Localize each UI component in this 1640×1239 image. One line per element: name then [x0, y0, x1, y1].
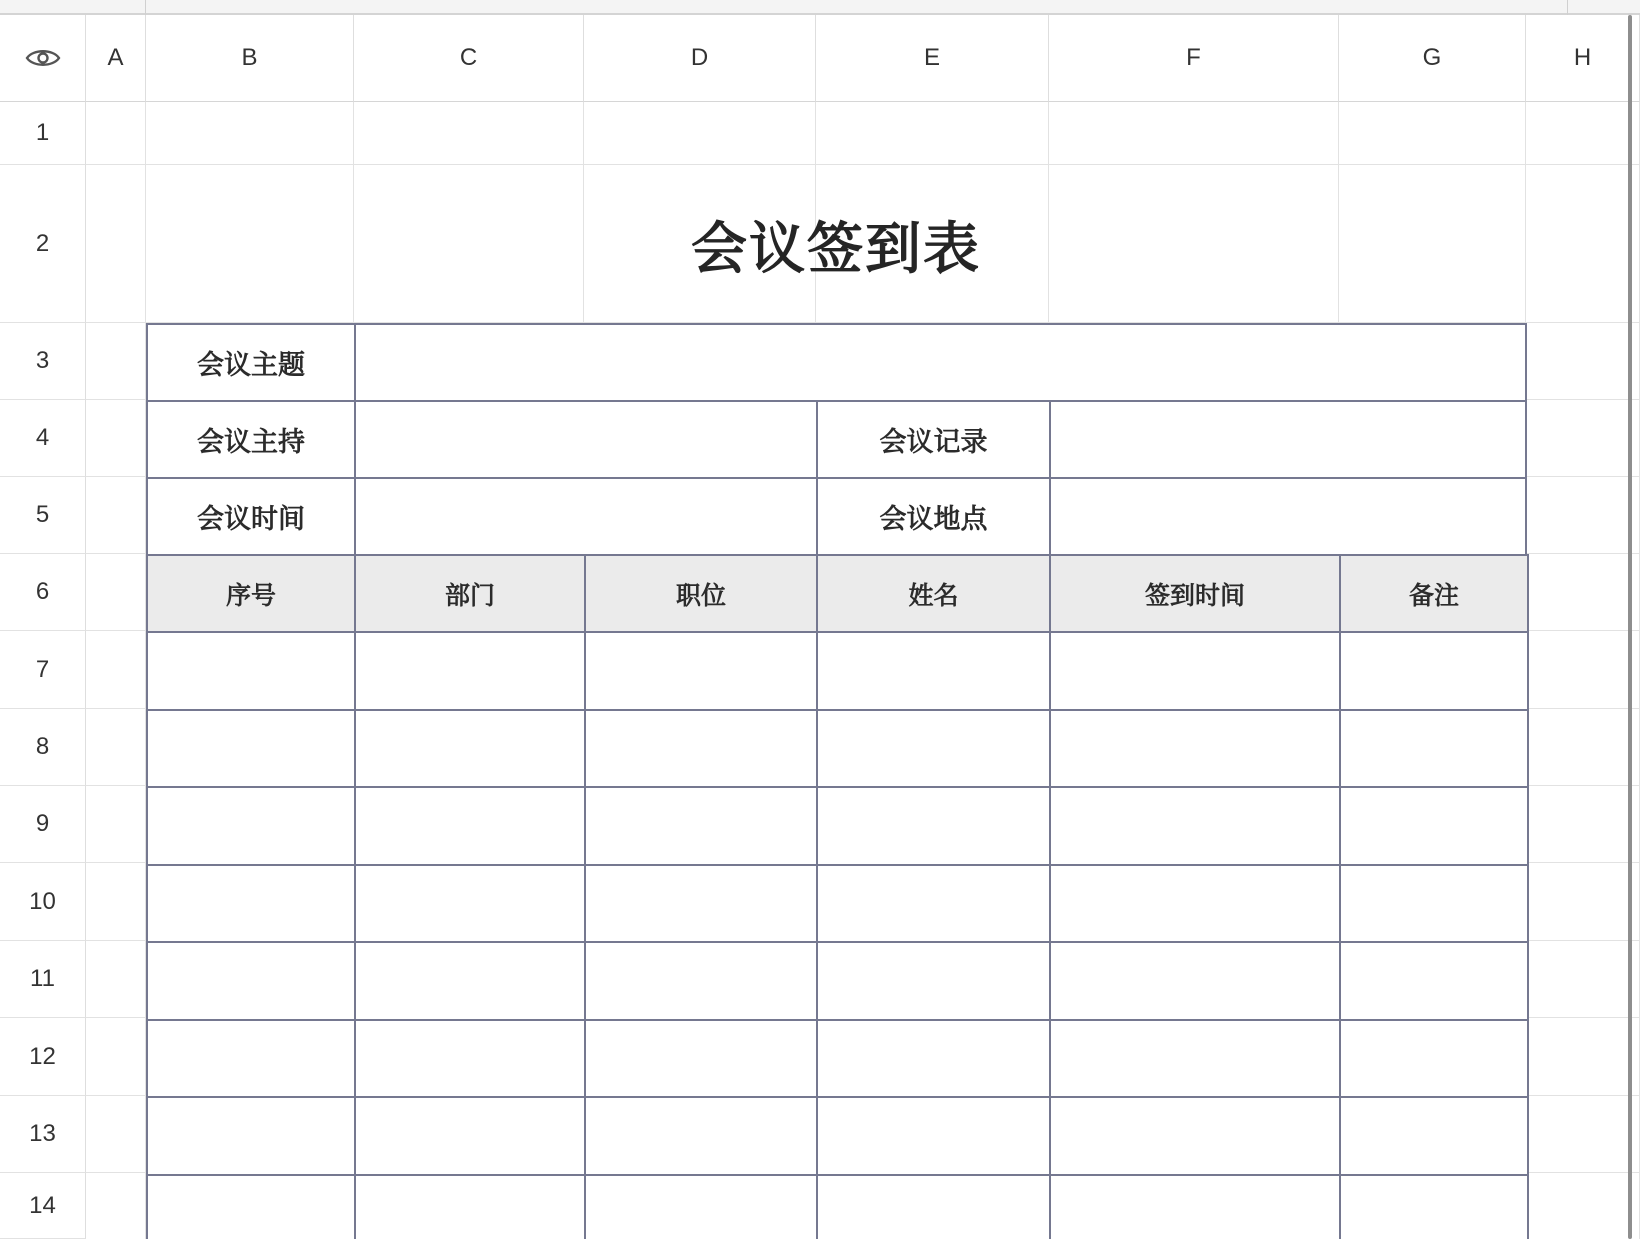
table-cell[interactable] [354, 941, 586, 1021]
table-cell[interactable] [146, 864, 356, 944]
table-cell[interactable] [584, 1019, 818, 1099]
table-cell[interactable] [146, 786, 356, 866]
name-box[interactable] [0, 0, 146, 15]
table-cell[interactable] [816, 1019, 1051, 1099]
table-cell[interactable] [146, 1174, 356, 1239]
table-cell[interactable] [146, 1096, 356, 1176]
row-header-11[interactable]: 11 [0, 941, 86, 1018]
table-cell[interactable] [1049, 1019, 1341, 1099]
table-cell[interactable] [816, 1174, 1051, 1239]
table-cell[interactable] [1339, 864, 1529, 944]
row-header-2[interactable]: 2 [0, 165, 86, 323]
table-cell[interactable] [1049, 631, 1341, 711]
row-header-7[interactable]: 7 [0, 631, 86, 709]
table-cell[interactable] [1339, 1174, 1529, 1239]
table-header-cell[interactable]: 序号 [146, 554, 356, 634]
value-topic[interactable] [354, 323, 1527, 402]
column-header-g[interactable]: G [1339, 15, 1526, 102]
table-cell[interactable] [816, 786, 1051, 866]
table-cell[interactable] [816, 709, 1051, 789]
row-header-13[interactable]: 13 [0, 1096, 86, 1173]
table-cell[interactable] [146, 941, 356, 1021]
vertical-scrollbar[interactable] [1628, 15, 1632, 1239]
table-cell[interactable] [816, 864, 1051, 944]
row-header-10[interactable]: 10 [0, 863, 86, 941]
table-cell[interactable] [816, 1096, 1051, 1176]
value-recorder[interactable] [1049, 400, 1527, 479]
column-header-d[interactable]: D [584, 15, 816, 102]
table-cell[interactable] [584, 709, 818, 789]
table-cell[interactable] [1339, 941, 1529, 1021]
row-header-5[interactable]: 5 [0, 477, 86, 554]
table-cell[interactable] [146, 1019, 356, 1099]
row-header-6[interactable]: 6 [0, 554, 86, 631]
table-cell[interactable] [1049, 864, 1341, 944]
table-cell[interactable] [816, 941, 1051, 1021]
table-cell[interactable] [816, 631, 1051, 711]
label-host[interactable]: 会议主持 [146, 400, 356, 479]
table-cell[interactable] [354, 1096, 586, 1176]
table-cell[interactable] [1049, 941, 1341, 1021]
table-cell[interactable] [584, 941, 818, 1021]
table-cell[interactable] [1339, 631, 1529, 711]
table-cell[interactable] [1339, 709, 1529, 789]
table-cell[interactable] [1339, 1096, 1529, 1176]
table-cell[interactable] [354, 864, 586, 944]
table-cell[interactable] [1049, 786, 1341, 866]
column-header-c[interactable]: C [354, 15, 584, 102]
table-cell[interactable] [354, 631, 586, 711]
table-cell[interactable] [584, 864, 818, 944]
label-time[interactable]: 会议时间 [146, 477, 356, 556]
table-cell[interactable] [146, 631, 356, 711]
row-header-9[interactable]: 9 [0, 786, 86, 863]
table-header-cell[interactable]: 姓名 [816, 554, 1051, 634]
formula-bar [0, 0, 1640, 15]
sheet-title[interactable]: 会议签到表 [691, 217, 981, 282]
table-cell[interactable] [146, 709, 356, 789]
eye-icon [25, 46, 61, 70]
row-header-14[interactable]: 14 [0, 1173, 86, 1239]
table-header-cell[interactable]: 备注 [1339, 554, 1529, 634]
table-cell[interactable] [1049, 1096, 1341, 1176]
gridline-horizontal [86, 164, 1640, 165]
label-location[interactable]: 会议地点 [816, 477, 1051, 556]
table-cell[interactable] [354, 786, 586, 866]
row-header-4[interactable]: 4 [0, 400, 86, 477]
table-cell[interactable] [584, 1174, 818, 1239]
formula-input[interactable] [145, 0, 1568, 15]
row-header-1[interactable]: 1 [0, 102, 86, 165]
table-cell[interactable] [584, 786, 818, 866]
value-location[interactable] [1049, 477, 1527, 556]
table-header-cell[interactable]: 职位 [584, 554, 818, 634]
table-header-cell[interactable]: 部门 [354, 554, 586, 634]
row-header-8[interactable]: 8 [0, 709, 86, 786]
table-cell[interactable] [1049, 1174, 1341, 1239]
table-cell[interactable] [354, 1019, 586, 1099]
table-cell[interactable] [354, 709, 586, 789]
column-header-row [0, 15, 1640, 102]
table-header-cell[interactable]: 签到时间 [1049, 554, 1341, 634]
row-header-3[interactable]: 3 [0, 323, 86, 400]
table-cell[interactable] [1339, 786, 1529, 866]
select-all-corner[interactable] [0, 15, 86, 102]
column-header-h[interactable]: H [1526, 15, 1640, 102]
column-header-e[interactable]: E [816, 15, 1049, 102]
table-cell[interactable] [1049, 709, 1341, 789]
row-header-12[interactable]: 12 [0, 1018, 86, 1096]
label-topic[interactable]: 会议主题 [146, 323, 356, 402]
column-header-f[interactable]: F [1049, 15, 1339, 102]
table-cell[interactable] [1339, 1019, 1529, 1099]
column-header-a[interactable]: A [86, 15, 146, 102]
column-header-b[interactable]: B [146, 15, 354, 102]
label-recorder[interactable]: 会议记录 [816, 400, 1051, 479]
value-host[interactable] [354, 400, 818, 479]
table-cell[interactable] [584, 631, 818, 711]
table-cell[interactable] [354, 1174, 586, 1239]
table-cell[interactable] [584, 1096, 818, 1176]
value-time[interactable] [354, 477, 818, 556]
